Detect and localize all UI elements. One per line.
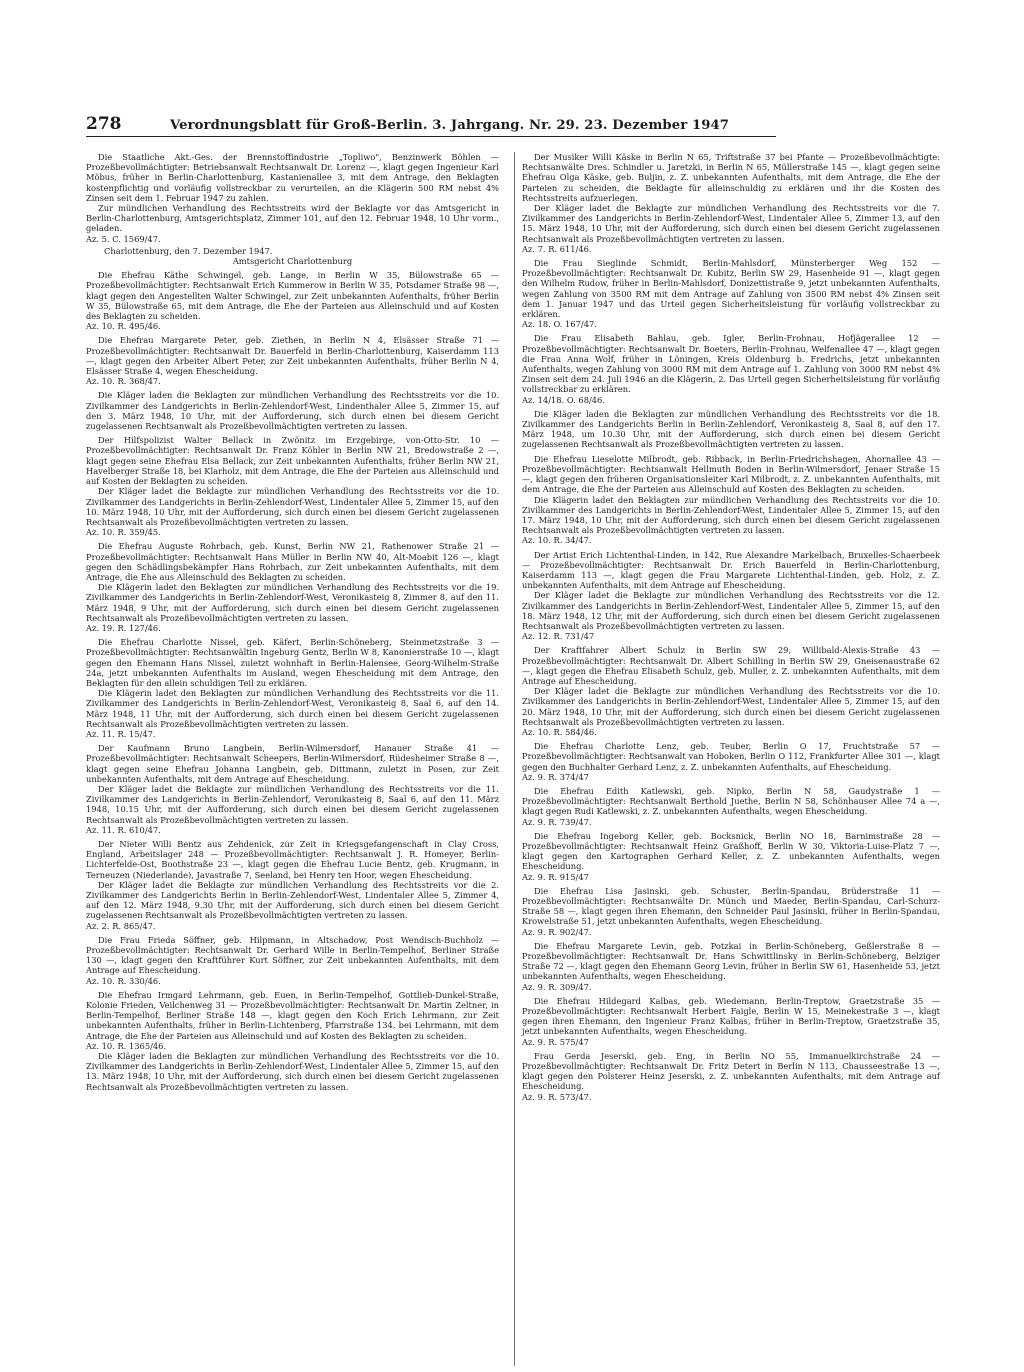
case-reference: Az. 9. R. 374/47 [522,771,589,782]
case-reference: Az. 18. O. 167/47. [522,319,597,330]
notice-paragraph: Die Frau Frieda Söffner, geb. Hilpmann, in Altschadow, Post Wendisch-Buchholz — Prozeßbevollmächtigter: Rechtsanwalt Dr. Gerhard Wille in Berlin-Tempelhof, Berliner Straße 130 —, klagt gegen den Kraftführer Kurt Söffner, zur Zeit unbekannten Aufenthalts, mit dem Antrage auf Ehescheidung. [86,934,499,976]
notice-paragraph: Die Klägerin ladet den Beklagten zur mündlichen Verhandlung des Rechtsstreits vor die 10. Zivilkammer des Landgerichts in Berlin-Zehlendorf-West, Lindentaler Allee 5, Zimmer 15, auf den 17. März 1948, 10 Uhr, mit der Aufforderung, sich durch einen bei diesem Gericht zugelassenen Rechtsanwalt als Prozeßbevollmächtigten vertreten zu lassen. [522,494,940,536]
case-reference: Az. 10. R. 359/45. [86,527,161,538]
case-reference: Az. 9. R. 573/47. [522,1091,592,1102]
case-reference: Az. 9. R. 309/47. [522,981,592,992]
notice-paragraph: Der Kläger ladet die Beklagte zur mündlichen Verhandlung des Rechtsstreits vor die 10. Zivilkammer des Landgerichts in Berlin-Zehlendorf-West, Lindentaler Allee 5, Zimmer 15, auf den 20. März 1948, 10 Uhr, mit der Aufforderung, sich durch einen bei diesem Gericht zugelassenen Rechtsanwalt als Prozeßbevollmächtigten vertreten zu lassen. [522,686,940,727]
notice-paragraph: Die Ehefrau Charlotte Lenz, geb. Teuber, Berlin O 17, Fruchtstraße 57 — Prozeßbevollmächtigter: Rechtsanwalt van Hoboken, Berlin O 112, Frankfurter Allee 301 —, klagt gegen den Buchhalter Gerhard Lenz, z. Z. unbekannten Aufenthalts, auf Ehescheidung. [522,741,940,772]
notice-paragraph: Die Frau Elisabeth Bahlau, geb. Igler, Berlin-Frohnau, Hofjägerallee 12 — Prozeßbevollmächtigter: Rechtsanwalt Dr. Boeters, Berlin-Frohnau, Welfenallee 47 —, klagt gegen die Frau Anna Wolf, früher in Löningen, Kreis Oldenburg b. Fredrichs, jetzt unbekannten Aufenthalts, wegen Zahlung von 3000 RM mit dem Antrage auf 1. Zahlung von 3000 RM nebst 4% Zinsen seit dem 24. Juli 1946 an die Klägerin, 2. Das Urteil gegen Sicherheitsleistung für vorläufig vollstreckbar zu erklären. [522,333,940,395]
notice-paragraph: Der Artist Erich Lichtenthal-Linden, in 142, Rue Alexandre Markelbach, Bruxelles-Schaerbeek — Prozeßbevollmächtigter: Rechtsanwalt Dr. Erich Bauerfeld in Berlin-Charlottenburg, Kaiserdamm 113 —, klagt gegen die Frau Margarete Lichtenthal-Linden, geb. Holz, z. Z. unbekannten Aufenthalts, mit dem Antrage auf Ehescheidung. [522,549,940,591]
notice-paragraph: Die Ehefrau Edith Katlewski, geb. Nipko, Berlin N 58, Gaudystraße 1 — Prozeßbevollmächtigter: Rechtsanwalt Berthold Juethe, Berlin N 58, Schönhauser Allee 74 a —, klagt gegen Rudi Katlewski, z. Z. unbekannten Aufenthalts, wegen Ehescheidung. [522,785,940,817]
notice-paragraph: Die Ehefrau Charlotte Nissel, geb. Käfert, Berlin-Schöneberg, Steinmetzstraße 3 — Prozeßbevollmächtigter: Rechtsanwältin Ingeburg Gentz, Berlin W 8, Kanonierstraße 10 —, klagt gegen den Ehemann Hans Nissel, zuletzt wohnhaft in Berlin-Halensee, Georg-Wilhelm-Straße 24a, jetzt unbekannten Aufenthalts im Ausland, wegen Ehescheidung mit dem Antrage, den Beklagten für den allein schuldigen Teil zu erklären. [86,637,499,688]
court-name: Amtsgericht Charlottenburg [232,256,353,267]
notice-paragraph: Die Kläger laden die Beklagten zur mündlichen Verhandlung des Rechtsstreits vor die 10. Zivilkammer des Landgerichts in Berlin-Zehlendorf-West, Lindenthaler Allee 5, Zimmer 15, auf den 3. März 1948, 10 Uhr, mit der Aufforderung, sich durch einen bei diesem Gericht zugelassenen Rechtsanwalt als Prozeßbevollmächtigten vertreten zu lassen. [86,390,499,432]
notice-paragraph: Der Kläger ladet die Beklagte zur mündlichen Verhandlung des Rechtsstreits vor die 11. Zivilkammer des Landgerichts in Berlin-Zehlendorf, Veronikasteig 8, Saal 6, auf den 11. März 1948, 10.15 Uhr, mit der Aufforderung, sich durch einen bei diesem Gericht zugelassenen Rechtsanwalt als Prozeßbevollmächtigten vertreten zu lassen. [86,783,499,825]
case-reference: Az. 2. R. 865/47. [86,920,156,931]
header-rule [86,136,776,137]
case-reference: Az. 10. R. 34/47. [522,535,592,546]
right-column [522,152,940,1102]
notice-paragraph: Die Ehefrau Käthe Schwingel, geb. Lange, in Berlin W 35, Bülowstraße 65 — Prozeßbevollmächtigter: Rechtsanwalt Erich Kummerow in Berlin W 35, Potsdamer Straße 98 —, klagt gegen den Angestellten Walter Schwingel, zur Zeit unbekannten Aufenthalts, früher Berlin W 35, Bülowstraße 65, mit dem Antrage, die Ehe der Parteien aus Alleinschuld und auf Kosten des Beklagten zu scheiden. [86,270,499,322]
notice-paragraph: Der Kläger ladet die Beklagte zur mündlichen Verhandlung des Rechtsstreits vor die 2. Zivilkammer des Landgerichts Berlin in Berlin-Zehlendorf-West, Lindentaler Allee 5, Zimmer 4, auf den 12. März 1948, 9.30 Uhr, mit der Aufforderung, sich durch einen bei diesem Gericht zugelassenen Rechtsanwalt als Prozeßbevollmächtigten vertreten zu lassen. [86,879,499,921]
notice-paragraph: Die Ehefrau Margarete Levin, geb. Potzkai in Berlin-Schöneberg, Geßlerstraße 8 — Prozeßbevollmächtigter: Rechtsanwalt Dr. Hans Schwittlinsky in Berlin-Schöneberg, Belziger Straße 72 —, klagt gegen den Ehemann Georg Levin, früher in Berlin SW 61, Hasenheide 53, jetzt unbekannten Aufenthalts, wegen Ehescheidung. [522,940,940,982]
page-number: 278 [86,114,122,134]
case-reference: Az. 10. R. 584/46. [522,726,597,737]
notice-paragraph: Die Frau Sieglinde Schmidt, Berlin-Mahlsdorf, Münsterberger Weg 152 — Prozeßbevollmächtigter: Rechtsanwalt Dr. Kubitz, Berlin SW 29, Hasenheide 91 —, klagt gegen den Wilhelm Rudow, früher in Berlin-Mahlsdorf, Donizettistraße 9, jetzt unbekannten Aufenthalts, wegen Zahlung von 3500 RM mit dem Antrage auf Zahlung von 3500 RM nebst 4% Zinsen seit dem 1. Januar 1947 und das Urteil gegen Sicherheitsleistung für vorläufig vollstreckbar zu erklären. [522,258,940,320]
notice-paragraph: Die Ehefrau Irmgard Lehrmann, geb. Euen, in Berlin-Tempelhof, Gottlieb-Dunkel-Straße, Kolonie Frieden, Veilchenweg 31 — Prozeßbevollmächtigter: Rechtsanwalt Dr. Martin Zeltner, in Berlin-Tempelhof, Berliner Straße 148 —, klagt gegen den Koch Erich Lehrmann, zur Zeit unbekannten Aufenthalts, früher in Berlin-Lichtenberg, Pfarrstraße 134, bei Lehrmann, mit dem Antrage, die Ehe der Parteien aus Alleinschuld und auf Kosten des Beklagten zu scheiden. [86,989,499,1041]
notice-paragraph: Der Kraftfahrer Albert Schulz in Berlin SW 29, Willibald-Alexis-Straße 43 — Prozeßbevollmächtigter: Rechtsanwalt Dr. Albert Schilling in Berlin SW 29, Gneisenaustraße 62 —, klagt gegen die Ehefrau Elisabeth Schulz, geb. Muller, z. Z. unbekannten Aufenthalts, mit dem Antrage auf Ehescheidung. [522,645,940,686]
case-reference: Az. 9. R. 915/47 [522,871,589,882]
notice-paragraph: Der Kaufmann Bruno Langbein, Berlin-Wilmersdorf, Hanauer Straße 41 — Prozeßbevollmächtigter: Rechtsanwalt Scheepers, Berlin-Wilmersdorf, Rüdesheimer Straße 8 —, klagt gegen seine Ehefrau Johanna Langbein, geb. Dittmann, zuletzt in Posen, zur Zeit unbekannten Aufenthalts, mit dem Antrage auf Ehescheidung. [86,743,499,784]
notice-paragraph: Die Klägerin ladet den Beklagten zur mündlichen Verhandlung des Rechtsstreits vor die 19. Zivilkammer des Landgerichts in Berlin-Zehlendorf-West, Veronikasteig 8, Zimmer 8, auf den 11. März 1948, 9 Uhr, mit der Aufforderung, sich durch einen bei diesem Gericht zugelassenen Rechtsanwalt als Prozeßbevollmächtigten vertreten zu lassen. [86,582,499,623]
notice-paragraph: Die Ehefrau Lieselotte Milbrodt, geb. Ribback, in Berlin-Friedrichshagen, Ahornallee 43 — Prozeßbevollmächtigter: Rechtsanwalt Hellmuth Boden in Berlin-Wilmersdorf, Jenaer Straße 15 —, klagt gegen den früheren Organisationsleiter Karl Milbrodt, z. Z. unbekannten Aufenthalts, mit dem Antrage, die Ehe der Parteien aus Alleinschuld auf Kosten des Beklagten zu scheiden. [522,453,940,495]
case-reference: Az. 5. C. 1569/47. [86,233,161,244]
case-reference: Az. 7. R. 611/46. [522,243,592,254]
notice-paragraph: Die Staatliche Akt.-Ges. der Brennstoffindustrie „Topliwo", Benzinwerk Böhlen — Prozeßbevollmächtigter: Betriebsanwalt Rechtsanwalt Dr. Lorenz —, klagt gegen Ingenieur Karl Möbus, früher in Berlin-Charlottenburg, Kastanienallee 3, mit dem Antrage, den Beklagten kostenpflichtig und vorläufig vollstreckbar zu verurteilen, an die Klägerin 500 RM nebst 4% Zinsen seit dem 1. Februar 1947 zu zahlen. [86,152,499,203]
case-reference: Az. 9. R. 575/47 [522,1036,589,1047]
case-reference: Az. 10. R. 1365/46. [86,1040,167,1051]
notice-paragraph: Zur mündlichen Verhandlung des Rechtsstreits wird der Beklagte vor das Amtsgericht in Berlin-Charlottenburg, Amtsgerichtsplatz, Zimmer 101, auf den 12. Februar 1948, 10 Uhr vorm., geladen. [86,203,499,234]
notice-paragraph: Die Kläger laden die Beklagten zur mündlichen Verhandlung des Rechtsstreits vor die 18. Zivilkammer des Landgerichts Berlin in Berlin-Zehlendorf, Veronikasteig 8, Saal 8, auf den 17. März 1948, um 10.30 Uhr, mit der Aufforderung, sich durch einen bei diesem Gericht zugelassenen Rechtsanwalt als Prozeßbevollmächtigten vertreten zu lassen. [522,408,940,450]
notice-paragraph: Die Ehefrau Hildegard Kalbas, geb. Wiedemann, Berlin-Treptow, Graetzstraße 35 — Prozeßbevollmächtigter: Rechtsanwalt Herbert Faigle, Berlin W 15, Meinekestraße 3 —, klagt gegen ihren Ehemann, den Ingenieur Franz Kalbas, früher in Berlin-Treptow, Graetzstraße 35, jetzt unbekannten Aufenthalts, wegen Ehescheidung. [522,995,940,1037]
case-reference: Az. 10. R. 495/46. [86,321,161,332]
notice-paragraph: Der Kläger ladet die Beklagte zur mündlichen Verhandlung des Rechtsstreits vor die 10. Zivilkammer des Landgerichts in Berlin-Zehlendorf-West, Lindentaler Allee 5, Zimmer 15, auf den 10. März 1948, 10 Uhr, mit der Aufforderung, sich durch einen bei diesem Gericht zugelassenen Rechtsanwalt als Prozeßbevollmächtigten vertreten zu lassen. [86,486,499,527]
notice-paragraph: Der Nieter Willi Bentz aus Zehdenick, zur Zeit in Kriegsgefangenschaft in Clay Cross, England, Arbeitslager 248 — Prozeßbevollmächtigter: Rechtsanwalt J. R. Homeyer, Berlin-Lichterfelde-Ost, Boothstraße 23 —, klagt gegen die Ehefrau Lucie Bentz, geb. Krugmann, in Terneuzen (Niederlande), Javastraße 7, Seeland, bei Henry ten Hoor, wegen Ehescheidung. [86,839,499,880]
case-reference: Az. 19. R. 127/46. [86,622,161,633]
case-reference: Az. 10. R. 368/47. [86,376,161,387]
case-reference: Az. 12. R. 731/47 [522,631,595,642]
case-reference: Az. 10. R. 330/46. [86,975,161,986]
notice-paragraph: Die Ehefrau Auguste Rohrbach, geb. Kunst, Berlin NW 21, Rathenower Straße 21 — Prozeßbevollmächtigter: Rechtsanwalt Hans Müller in Berlin NW 40, Alt-Moabit 126 —, klagt gegen den Schädlingsbekämpfer Hans Rohrbach, zur Zeit unbekannten Aufenthalts, mit dem Antrage, die Ehe aus Alleinschuld des Beklagten zu scheiden. [86,541,499,582]
gazette-title: Verordnungsblatt für Groß-Berlin. 3. Jahrgang. Nr. 29. 23. Dezember 1947 [170,118,730,133]
notice-paragraph: Der Hilfspolizist Walter Bellack in Zwönitz im Erzgebirge, von-Otto-Str. 10 — Prozeßbevollmächtigter: Rechtsanwalt Dr. Franz Köhler in Berlin NW 21, Bredowstraße 2 —, klagt gegen seine Ehefrau Elsa Bellack, zur Zeit unbekannten Aufenthalts, früher Berlin NW 21, Havelberger Straße 18, bei Klarholz, mit dem Antrage, die Ehe der Parteien aus Alleinschuld und auf Kosten der Beklagten zu scheiden. [86,435,499,487]
notice-paragraph: Die Ehefrau Lisa Jasinski, geb. Schuster, Berlin-Spandau, Brüderstraße 11 — Prozeßbevollmächtigter: Rechtsanwälte Dr. Münch und Maeder, Berlin-Spandau, Carl-Schurz-Straße 58 —, klagt gegen ihren Ehemann, den Schneider Paul Jasinski, früher in Berlin-Spandau, Krowelstraße 51, jetzt unbekannten Aufenthalts, wegen Ehescheidung. [522,885,940,927]
left-column [86,152,499,1092]
case-reference: Az. 11. R. 15/47. [86,728,156,739]
notice-paragraph: Die Kläger laden die Beklagten zur mündlichen Verhandlung des Rechtsstreits vor die 10. Zivilkammer des Landgerichts in Berlin-Zehlendorf-West, Lindentaler Allee 5, Zimmer 15, auf den 13. März 1948, 10 Uhr, mit der Aufforderung, sich durch einen bei diesem Gericht zugelassenen Rechtsanwalt als Prozeßbevollmächtigten vertreten zu lassen. [86,1051,499,1092]
notice-paragraph: Die Klägerin ladet den Beklagten zur mündlichen Verhandlung des Rechtsstreits vor die 11. Zivilkammer des Landgerichts in Berlin-Zehlendorf-West, Veronikasteig 8, Saal 6, auf den 14. März 1948, 11 Uhr, mit der Aufforderung, sich durch einen bei diesem Gericht zugelassenen Rechtsanwalt als Prozeßbevollmächtigten vertreten zu lassen. [86,688,499,729]
case-reference: Az. 11. R. 610/47. [86,824,161,835]
case-reference: Az. 9. R. 902/47. [522,926,592,937]
case-reference: Az. 9. R. 739/47. [522,816,592,827]
notice-paragraph: Die Ehefrau Margarete Peter, geb. Ziethen, in Berlin N 4, Elsässer Straße 71 — Prozeßbevollmächtigter: Rechtsanwalt Dr. Bauerfeld in Berlin-Charlottenburg, Kaiserdamm 113 —, klagt gegen den Arbeiter Albert Peter, zur Zeit unbekannten Aufenthalts, früher Berlin N 4, Elsässer Straße 4, wegen Ehescheidung. [86,335,499,377]
notice-paragraph: Die Ehefrau Ingeborg Keller, geb. Bocksnick, Berlin NO 18, Barnimstraße 28 — Prozeßbevollmächtigter: Rechtsanwalt Heinz Graßhoff, Berlin W 30, Viktoria-Luise-Platz 7 —, klagt gegen den Kartographen Gerhard Keller, z. Z. unbekannten Aufenthalts, wegen Ehescheidung. [522,830,940,872]
place-date-line: Charlottenburg, den 7. Dezember 1947. [104,245,273,256]
notice-paragraph: Der Kläger ladet die Beklagte zur mündlichen Verhandlung des Rechtsstreits vor die 12. Zivilkammer des Landgerichts in Berlin-Zehlendorf-West, Lindentaler Allee 5, Zimmer 15, auf den 18. März 1948, 12 Uhr, mit der Aufforderung, sich durch einen bei diesem Gericht zugelassenen Rechtsanwalt als Prozeßbevollmächtigten vertreten zu lassen. [522,590,940,631]
notice-paragraph: Der Musiker Willi Käske in Berlin N 65, Triftstraße 37 bei Pfante — Prozeßbevollmächtigte: Rechtsanwälte Dres. Schindler u. Jaretzki, in Berlin N 65, Müllerstraße 145 —, klagt gegen seine Ehefrau Olga Käske, geb. Buljin, z. Z. unbekannten Aufenthalts, mit dem Antrage, die Ehe der Parteien zu scheiden, die Beklagte für alleinschuldig zu erklären und ihr die Kosten des Rechtsstreits aufzuerlegen. [522,152,940,203]
case-reference: Az. 14/18. O. 68/46. [522,394,605,405]
column-divider [514,152,515,1366]
page-header [86,114,786,134]
notice-paragraph: Der Kläger ladet die Beklagte zur mündlichen Verhandlung des Rechtsstreits vor die 7. Zivilkammer des Landgerichts in Berlin-Zehlendorf-West, Lindentaler Allee 5, Zimmer 13, auf den 15. März 1948, 10 Uhr, mit der Aufforderung, sich durch einen bei diesem Gericht zugelassenen Rechtsanwalt als Prozeßbevollmächtigten vertreten zu lassen. [522,203,940,244]
notice-paragraph: Frau Gerda Jeserski, geb. Eng, in Berlin NO 55, Immanuelkirchstraße 24 — Prozeßbevollmächtigter: Rechtsanwalt Dr. Fritz Detert in Berlin N 113, Chausseestraße 13 —, klagt gegen den Polsterer Heinz Jeserski, z. Z. unbekannten Aufenthalts, mit dem Antrage auf Ehescheidung. [522,1050,940,1092]
